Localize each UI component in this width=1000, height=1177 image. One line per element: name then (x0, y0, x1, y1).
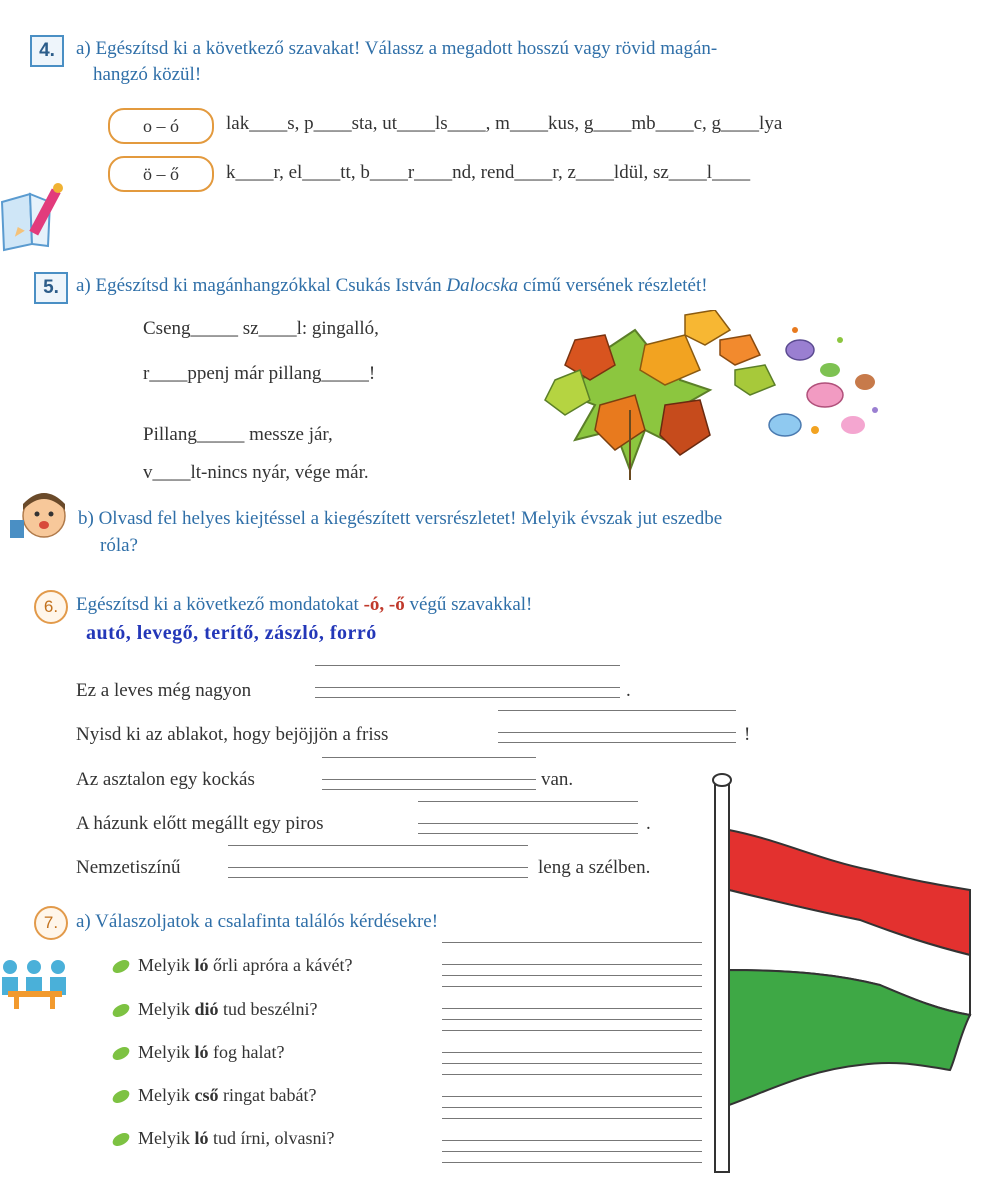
sentence-3-end: van. (541, 769, 574, 790)
answer-line (442, 986, 702, 987)
vowel-choice-oe: ö – ő (108, 156, 214, 192)
answer-line (228, 877, 528, 878)
leaf-bullet-icon (111, 959, 132, 975)
riddle-text: tud beszélni? (218, 999, 318, 1019)
answer-line (498, 710, 736, 711)
sentence-4-text: A házunk előtt megállt egy piros (76, 813, 324, 834)
answer-line (228, 845, 528, 846)
answer-line (315, 687, 620, 688)
leaves-illustration (535, 310, 895, 490)
answer-line (418, 823, 638, 824)
sentence-1-text: Ez a leves még nagyon (76, 680, 252, 701)
exercise-7-title: a) Válaszoljatok a csalafinta találós kérdésekre! (76, 911, 439, 932)
answer-line (442, 1107, 702, 1108)
leaf-bullet-icon (111, 1003, 132, 1019)
answer-line (418, 801, 638, 802)
fill-row-o: lak____s, p____sta, ut____ls____, m____kus, g____mb____c, g____lya (226, 113, 783, 134)
answer-line (442, 942, 702, 943)
exercise-5b-line-1: b) Olvasd fel helyes kiejtéssel a kiegészített versrészletet! Melyik évszak jut eszedbe (78, 508, 723, 529)
poem-line-3: Pillang_____ messze jár, (143, 424, 333, 445)
riddle-text: Melyik (138, 1128, 195, 1148)
exercise-5-title-part: című versének részletét! (518, 275, 708, 296)
vowel-choice-o: o – ó (108, 108, 214, 144)
riddle-text: Melyik (138, 1042, 195, 1062)
answer-line (442, 1118, 702, 1119)
answer-line (442, 1140, 702, 1141)
riddle-text: őrli apróra a kávét? (208, 955, 353, 975)
riddle-text: tud írni, olvasni? (208, 1128, 335, 1148)
answer-line (442, 1008, 702, 1009)
leaf-bullet-icon (111, 1089, 132, 1105)
group-work-icon (0, 955, 70, 1011)
exercise-6-title-endings: -ó, -ő (363, 594, 405, 615)
poem-line-2: r____ppenj már pillang_____! (143, 363, 376, 384)
riddle-5 (112, 1128, 335, 1149)
exercise-6-number: 6. (34, 590, 68, 624)
exercise-6-title (76, 592, 532, 618)
answer-line (442, 975, 702, 976)
answer-line (315, 665, 620, 666)
fill-row-oe: k____r, el____tt, b____r____nd, rend____r, z____ldül, sz____l____ (226, 162, 751, 183)
sentence-5-text: Nemzetiszínű (76, 857, 181, 878)
riddle-key: ló (194, 1042, 209, 1062)
answer-line (322, 779, 536, 780)
exercise-6-title-part: Egészítsd ki a következő mondatokat (76, 594, 364, 615)
riddle-text: ringat babát? (218, 1085, 317, 1105)
exercise-5-number: 5. (34, 272, 68, 304)
riddle-text: Melyik (138, 1085, 195, 1105)
answer-line (442, 1052, 702, 1053)
poem-line-1: Cseng_____ sz____l: gingalló, (143, 318, 379, 339)
poem-line-4: v____lt-nincs nyár, vége már. (143, 462, 369, 483)
answer-line (442, 1063, 702, 1064)
riddle-key: cső (194, 1085, 219, 1105)
sentence-3-text: Az asztalon egy kockás (76, 769, 255, 790)
answer-line (442, 1162, 702, 1163)
answer-line (228, 867, 528, 868)
riddle-1 (112, 955, 352, 976)
answer-line (418, 833, 638, 834)
riddle-text: fog halat? (208, 1042, 285, 1062)
reading-child-icon (8, 490, 70, 542)
leaf-bullet-icon (111, 1046, 132, 1062)
poem-title: Dalocska (446, 275, 519, 296)
riddle-text: Melyik (138, 999, 195, 1019)
answer-line (322, 757, 536, 758)
riddle-3 (112, 1042, 284, 1063)
sentence-1-end: . (626, 680, 631, 701)
exercise-4-number: 4. (30, 35, 64, 67)
hungarian-flag-illustration (700, 770, 995, 1175)
answer-line (498, 742, 736, 743)
sentence-2-end: ! (744, 724, 751, 745)
riddle-key: ló (194, 1128, 209, 1148)
sentence-5-end: leng a szélben. (538, 857, 651, 878)
answer-line (442, 1019, 702, 1020)
exercise-4-title: a) Egészítsd ki a következő szavakat! Válassz a megadott hosszú vagy rövid magán- (76, 38, 718, 59)
pencil-book-icon (0, 180, 75, 252)
exercise-5-title (76, 273, 708, 299)
exercise-5-title-part: a) Egészítsd ki magánhangzókkal Csukás István (76, 275, 447, 296)
sentence-2-text: Nyisd ki az ablakot, hogy bejöjjön a friss (76, 724, 389, 745)
answer-line (442, 1096, 702, 1097)
answer-line (498, 732, 736, 733)
exercise-7-number: 7. (34, 906, 68, 940)
answer-line (442, 1030, 702, 1031)
leaf-bullet-icon (111, 1132, 132, 1148)
riddle-2 (112, 999, 317, 1020)
answer-line (442, 1151, 702, 1152)
riddle-4 (112, 1085, 316, 1106)
riddle-text: Melyik (138, 955, 195, 975)
exercise-6-title-part: végű szavakkal! (404, 594, 533, 615)
exercise-4-title-cont: hangzó közül! (93, 64, 202, 85)
word-bank: autó, levegő, terítő, zászló, forró (86, 622, 377, 644)
exercise-5b-line-2: róla? (100, 535, 138, 556)
answer-line (442, 1074, 702, 1075)
answer-line (442, 964, 702, 965)
riddle-key: dió (194, 999, 219, 1019)
riddle-key: ló (194, 955, 209, 975)
sentence-4-end: . (646, 813, 651, 834)
answer-line (322, 789, 536, 790)
answer-line (315, 697, 620, 698)
